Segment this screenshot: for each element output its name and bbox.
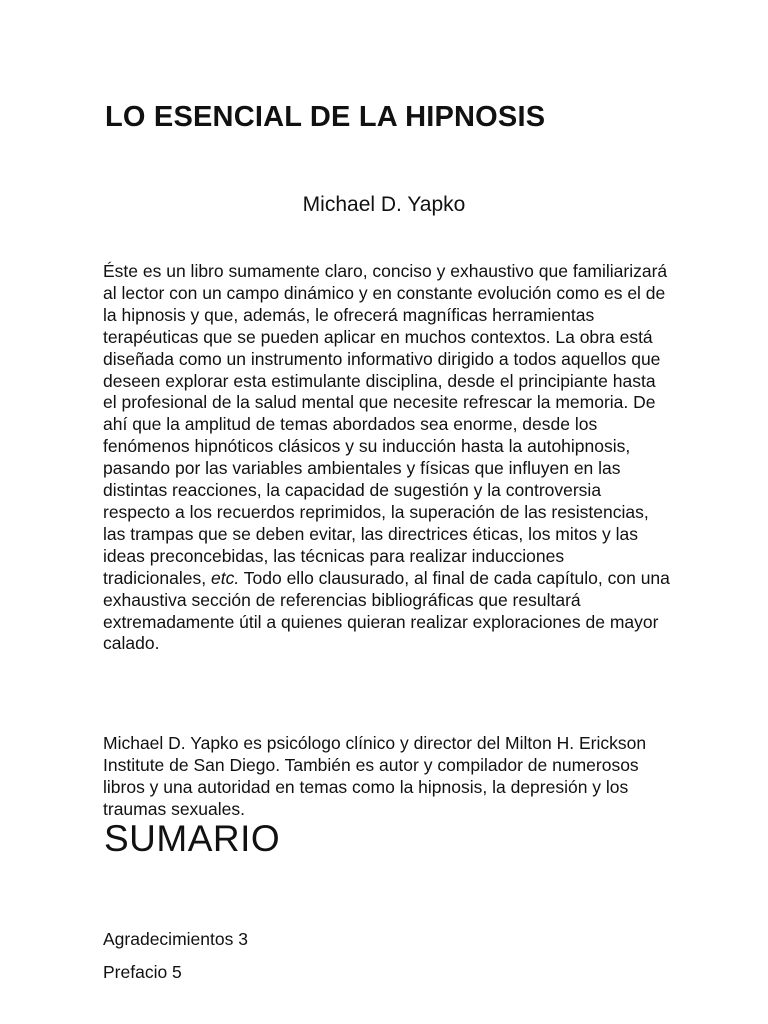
book-author: Michael D. Yapko [302,193,466,216]
table-of-contents [103,928,248,994]
contents-heading: SUMARIO [104,818,281,859]
author-bio: Michael D. Yapko es psicólogo clínico y director del Milton H. Erickson Institute de San Diego. También es autor y compilador de numerosos libros y una autoridad en temas como la hipnosis, la depresión y los traumas sexuales. [103,733,647,819]
book-description [103,261,671,655]
description-text-part-1: Éste es un libro sumamente claro, conciso y exhaustivo que familiarizará al lector con un campo dinámico y en constante evolución como es el de la hipnosis y que, además, le ofrecerá magníficas herramientas terapéuticas que se pueden aplicar en muchos contextos. La obra está diseñada como un instrumento informativo dirigido a todos aquellos que deseen explorar esta estimulante disciplina, desde el principiante hasta el profesional de la salud mental que necesite refrescar la memoria. De ahí que la amplitud de temas abordados sea enorme, desde los fenómenos hipnóticos clásicos y su inducción hasta la autohipnosis, pasando por las variables ambientales y físicas que influyen en las distintas reacciones, la capacidad de sugestión y la controversia respecto a los recuerdos reprimidos, la superación de las resistencias, las trampas que se deben evitar, las directrices éticas, los mitos y las ideas preconcebidas, las técnicas para realizar inducciones tradicionales, [103,261,668,588]
toc-entry-prefacio: Prefacio 5 [103,962,182,982]
book-title: LO ESENCIAL DE LA HIPNOSIS [105,101,546,133]
description-text-part-2: Todo ello clausurado, al final de cada capítulo, con una exhaustiva sección de referencias bibliográficas que resultará extremadamente útil a quienes quieran realizar exploraciones de mayor calado. [103,567,670,654]
toc-entry-agradecimientos: Agradecimientos 3 [103,929,248,949]
description-emphasis: etc. [211,567,240,588]
